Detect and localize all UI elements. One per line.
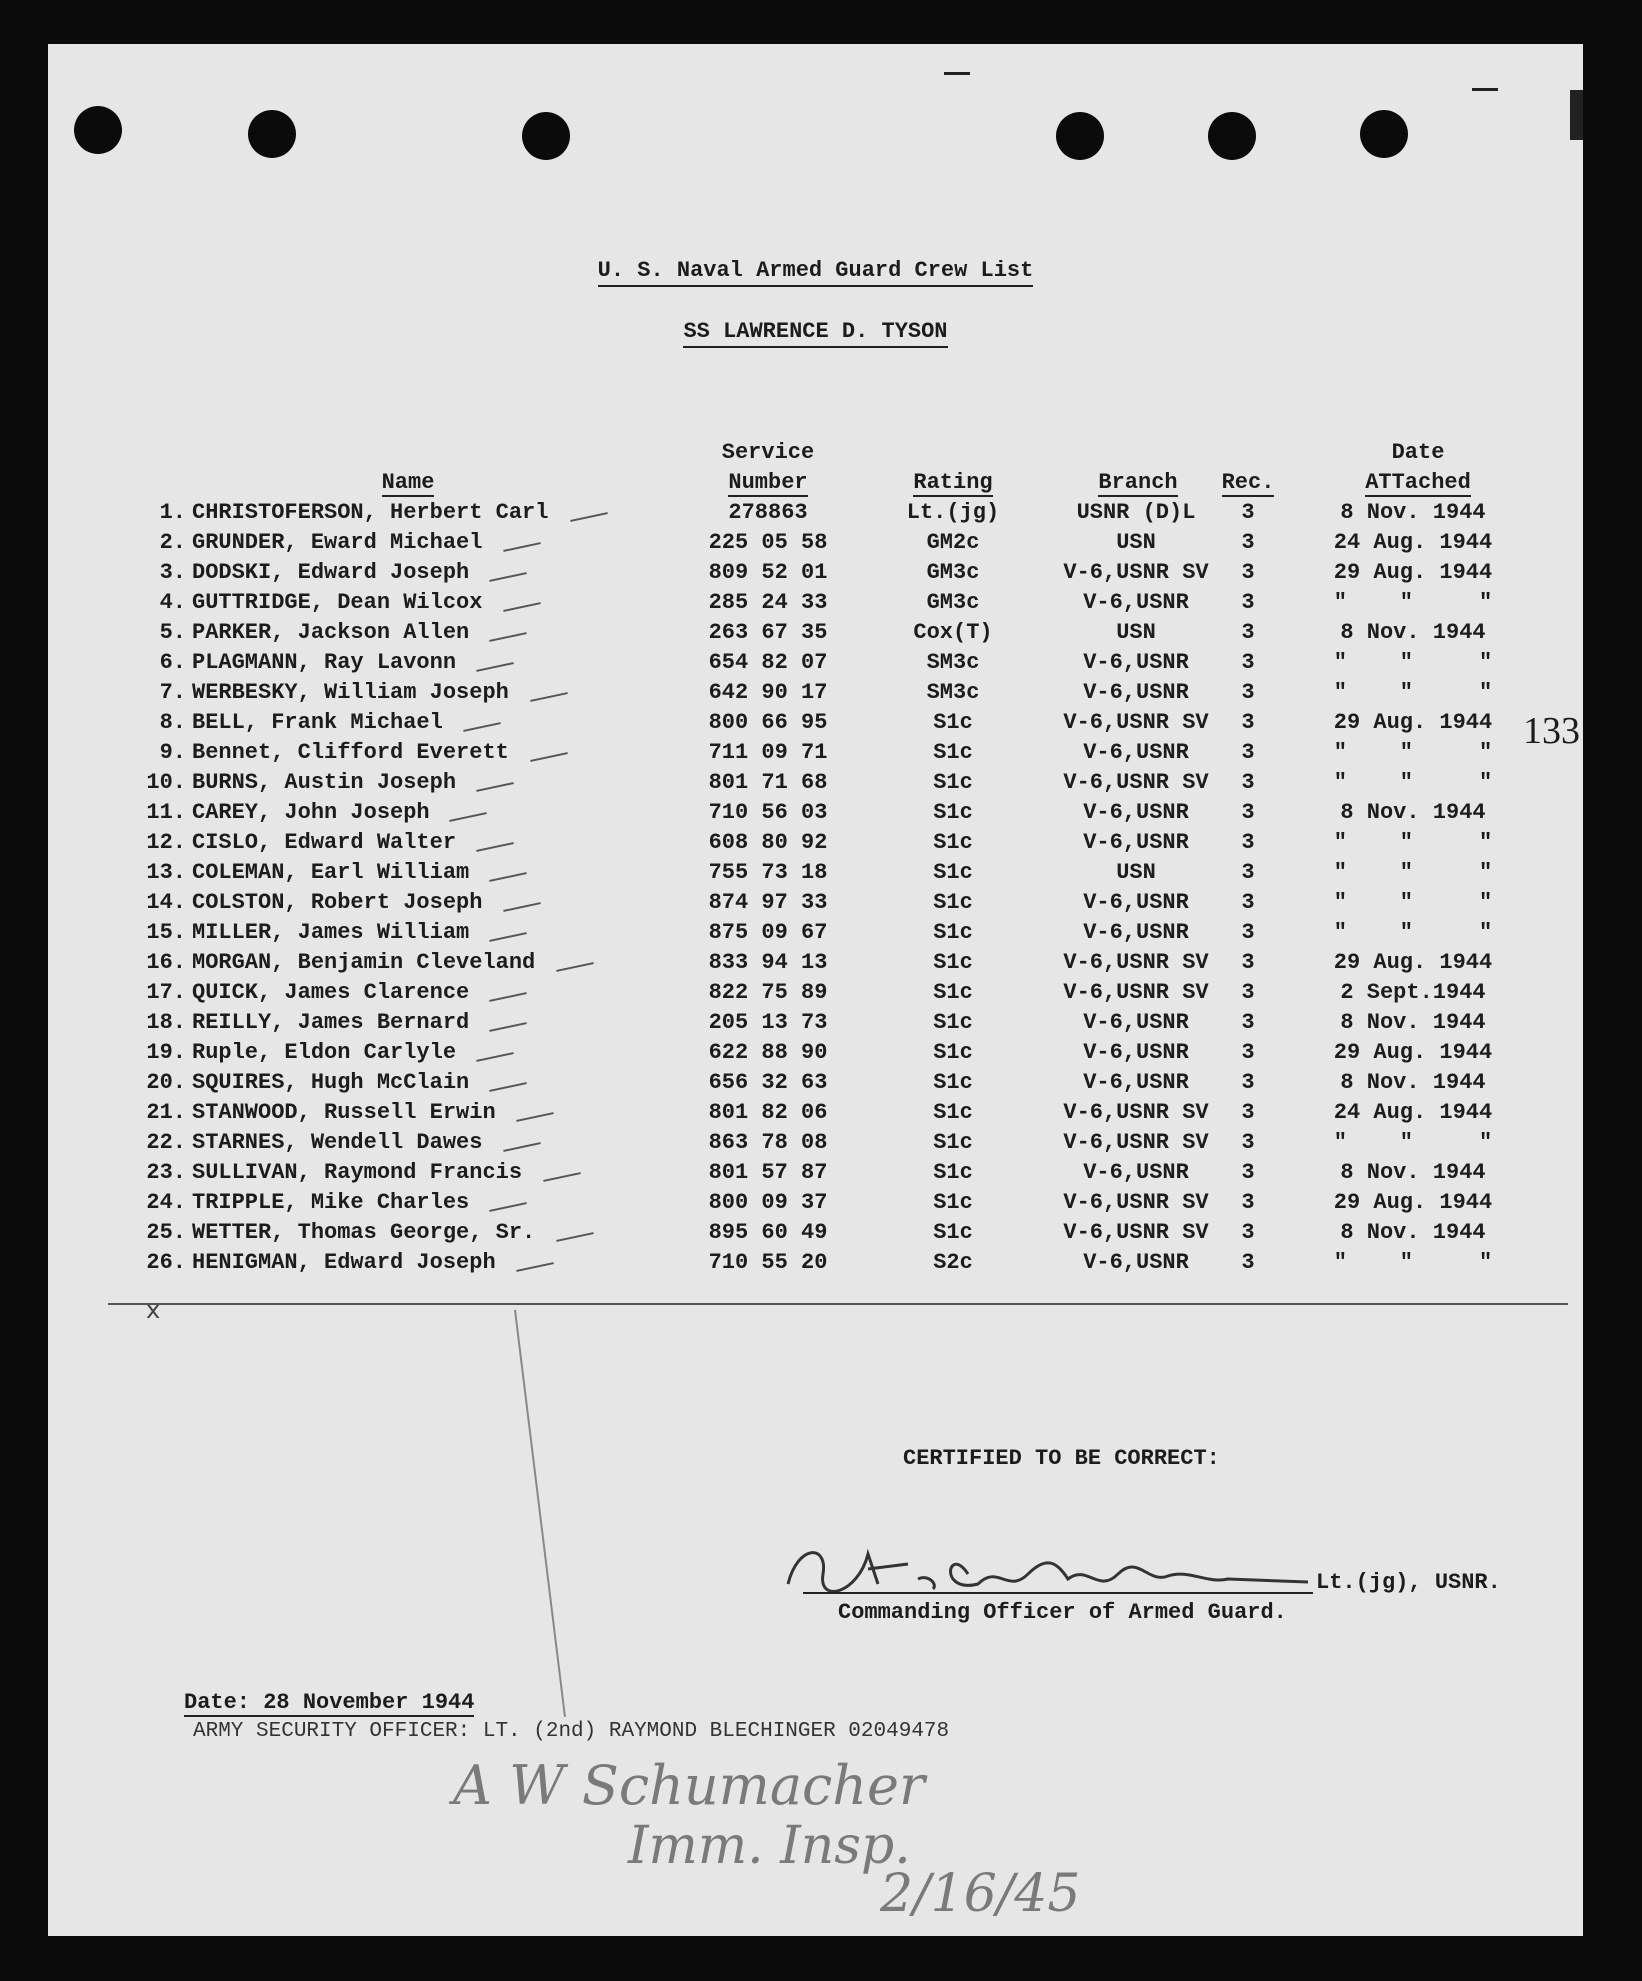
cell-rating: S1c [933,980,973,1005]
table-row [48,948,1583,978]
cell-no: 20. [146,1070,186,1095]
check-tick [516,1262,554,1272]
cell-rec: 3 [1241,1040,1255,1065]
table-row [48,528,1583,558]
cell-branch: V-6,USNR SV [1063,1190,1209,1215]
handwritten-date: 2/16/45 [880,1864,1081,1924]
cell-name: STANWOOD, Russell Erwin [192,1100,496,1125]
cell-name: HENIGMAN, Edward Joseph [192,1250,496,1275]
cell-rating: S2c [933,1250,973,1275]
check-tick [503,542,541,552]
cell-no: 11. [146,800,186,825]
table-row [48,678,1583,708]
cell-no: 18. [146,1010,186,1035]
cell-name: Ruple, Eldon Carlyle [192,1040,457,1065]
cell-name: WERBESKY, William Joseph [192,680,509,705]
cell-branch: V-6,USNR [1083,800,1189,825]
cell-date: 8 Nov. 1944 [1340,620,1486,645]
check-tick [557,1232,595,1242]
cell-date: " " " [1333,680,1493,705]
cell-date: " " " [1333,650,1493,675]
cell-no: 19. [146,1040,186,1065]
cell-date: " " " [1333,740,1493,765]
cell-date: 29 Aug. 1944 [1333,950,1493,975]
cell-rating: S1c [933,710,973,735]
cell-name: COLSTON, Robert Joseph [192,890,483,915]
cell-branch: V-6,USNR [1083,890,1189,915]
table-row [48,978,1583,1008]
cell-branch: V-6,USNR SV [1063,1100,1209,1125]
cell-rating: GM3c [926,590,980,615]
cell-branch: V-6,USNR [1083,680,1189,705]
cell-service: 800 09 37 [708,1190,828,1215]
check-tick [490,992,528,1002]
cell-date: " " " [1333,920,1493,945]
cell-service: 801 57 87 [708,1160,828,1185]
cell-rating: Lt.(jg) [906,500,1000,525]
cell-no: 9. [159,740,186,765]
cell-service: 278863 [728,500,808,525]
check-tick [476,782,514,792]
cell-branch: V-6,USNR [1083,1010,1189,1035]
table-row [48,618,1583,648]
check-tick [490,932,528,942]
handwritten-inspector-name: A W Schumacher [453,1754,925,1817]
cell-rating: S1c [933,1160,973,1185]
cell-rec: 3 [1241,620,1255,645]
cell-no: 25. [146,1220,186,1245]
cell-no: 26. [146,1250,186,1275]
cell-date: 29 Aug. 1944 [1333,560,1493,585]
handwritten-inspector-title: Imm. Insp. [628,1816,911,1876]
cell-rating: S1c [933,1190,973,1215]
cell-service: 711 09 71 [708,740,828,765]
cell-name: MORGAN, Benjamin Cleveland [192,950,536,975]
cell-rating: S1c [933,1220,973,1245]
check-tick [476,842,514,852]
cell-branch: V-6,USNR SV [1063,770,1209,795]
cell-rating: S1c [933,860,973,885]
table-row [48,1158,1583,1188]
cell-date: " " " [1333,1250,1493,1275]
pencil-stroke [514,1310,566,1717]
cell-name: CISLO, Edward Walter [192,830,457,855]
cell-service: 833 94 13 [708,950,828,975]
cell-rating: GM2c [926,530,980,555]
check-tick [476,1052,514,1062]
check-tick [490,1082,528,1092]
cell-rec: 3 [1241,830,1255,855]
table-row [48,798,1583,828]
punch-hole [1360,110,1408,158]
cell-service: 263 67 35 [708,620,828,645]
cell-name: SQUIRES, Hugh McClain [192,1070,470,1095]
cell-branch: USN [1116,530,1156,555]
column-header-rec: Rec. [1221,470,1275,495]
cell-no: 12. [146,830,186,855]
cell-branch: V-6,USNR [1083,1160,1189,1185]
cell-date: " " " [1333,590,1493,615]
cell-service: 710 56 03 [708,800,828,825]
cell-date: " " " [1333,860,1493,885]
cell-name: COLEMAN, Earl William [192,860,470,885]
cell-service: 710 55 20 [708,1250,828,1275]
cell-no: 22. [146,1130,186,1155]
table-row [48,888,1583,918]
check-tick [570,512,608,522]
signer-title: Commanding Officer of Armed Guard. [838,1600,1287,1625]
check-tick [503,902,541,912]
cell-service: 800 66 95 [708,710,828,735]
cell-name: QUICK, James Clarence [192,980,470,1005]
page-number: 133 [1523,710,1580,752]
certification-label: CERTIFIED TO BE CORRECT: [903,1446,1220,1471]
cell-rating: S1c [933,830,973,855]
table-row [48,1218,1583,1248]
document-page [48,44,1583,1936]
table-row [48,648,1583,678]
cell-date: 8 Nov. 1944 [1340,500,1486,525]
cell-service: 622 88 90 [708,1040,828,1065]
cell-name: SULLIVAN, Raymond Francis [192,1160,523,1185]
cell-rec: 3 [1241,650,1255,675]
cell-no: 4. [159,590,186,615]
cell-date: 8 Nov. 1944 [1340,800,1486,825]
cell-date: 8 Nov. 1944 [1340,1070,1486,1095]
document-date: Date: 28 November 1944 [184,1690,475,1715]
cell-service: 654 82 07 [708,650,828,675]
cell-rec: 3 [1241,980,1255,1005]
cell-rating: S1c [933,890,973,915]
cell-branch: V-6,USNR [1083,740,1189,765]
cell-no: 7. [159,680,186,705]
cell-rating: SM3c [926,650,980,675]
check-tick [503,602,541,612]
check-tick [543,1172,581,1182]
cell-branch: V-6,USNR SV [1063,1130,1209,1155]
cell-name: Bennet, Clifford Everett [192,740,509,765]
cell-service: 895 60 49 [708,1220,828,1245]
cell-name: PARKER, Jackson Allen [192,620,470,645]
cell-rec: 3 [1241,590,1255,615]
cell-rec: 3 [1241,1250,1255,1275]
cell-rec: 3 [1241,500,1255,525]
cell-date: 29 Aug. 1944 [1333,1190,1493,1215]
punch-hole [248,110,296,158]
table-row [48,558,1583,588]
table-row [48,918,1583,948]
check-tick [476,662,514,672]
table-row [48,1248,1583,1278]
cell-service: 863 78 08 [708,1130,828,1155]
cell-date: 8 Nov. 1944 [1340,1010,1486,1035]
cell-branch: V-6,USNR [1083,1070,1189,1095]
cell-no: 21. [146,1100,186,1125]
cell-no: 3. [159,560,186,585]
cell-name: TRIPPLE, Mike Charles [192,1190,470,1215]
check-tick [516,1112,554,1122]
cell-rec: 3 [1241,950,1255,975]
cell-name: BURNS, Austin Joseph [192,770,457,795]
cell-service: 809 52 01 [708,560,828,585]
cell-rec: 3 [1241,1070,1255,1095]
cell-service: 755 73 18 [708,860,828,885]
cell-rating: S1c [933,800,973,825]
cell-branch: V-6,USNR [1083,1250,1189,1275]
cell-service: 205 13 73 [708,1010,828,1035]
cell-rating: S1c [933,950,973,975]
punch-hole [74,106,122,154]
cell-name: PLAGMANN, Ray Lavonn [192,650,457,675]
check-tick [490,1022,528,1032]
margin-mark: x [146,1296,161,1324]
cell-service: 875 09 67 [708,920,828,945]
cell-no: 2. [159,530,186,555]
cell-no: 15. [146,920,186,945]
cell-name: WETTER, Thomas George, Sr. [192,1220,536,1245]
check-tick [503,1142,541,1152]
punch-hole [1056,112,1104,160]
cell-date: 29 Aug. 1944 [1333,1040,1493,1065]
check-tick [490,572,528,582]
table-row [48,1128,1583,1158]
cell-branch: V-6,USNR [1083,590,1189,615]
cell-rating: S1c [933,1040,973,1065]
cell-no: 23. [146,1160,186,1185]
cell-rating: GM3c [926,560,980,585]
cell-date: " " " [1333,770,1493,795]
cell-service: 285 24 33 [708,590,828,615]
table-row [48,1188,1583,1218]
table-row [48,1038,1583,1068]
table-row [48,858,1583,888]
table-row [48,1008,1583,1038]
cell-name: DODSKI, Edward Joseph [192,560,470,585]
cell-name: CHRISTOFERSON, Herbert Carl [192,500,549,525]
cell-branch: V-6,USNR SV [1063,980,1209,1005]
cell-name: GUTTRIDGE, Dean Wilcox [192,590,483,615]
cell-branch: V-6,USNR [1083,650,1189,675]
cell-rating: S1c [933,1010,973,1035]
punch-hole [1208,112,1256,160]
scan-speck [1472,88,1498,91]
cell-rec: 3 [1241,1100,1255,1125]
crew-list [48,498,1583,1278]
cell-no: 1. [159,500,186,525]
strike-line [108,1303,1568,1305]
cell-rec: 3 [1241,890,1255,915]
cell-date: 8 Nov. 1944 [1340,1160,1486,1185]
cell-rec: 3 [1241,1010,1255,1035]
column-header-name: Name [381,470,435,495]
check-tick [490,632,528,642]
cell-rating: SM3c [926,680,980,705]
cell-service: 608 80 92 [708,830,828,855]
cell-rec: 3 [1241,1130,1255,1155]
cell-no: 10. [146,770,186,795]
cell-rec: 3 [1241,1160,1255,1185]
cell-rec: 3 [1241,1190,1255,1215]
cell-name: CAREY, John Joseph [192,800,430,825]
table-row [48,768,1583,798]
page-title: U. S. Naval Armed Guard Crew List [48,258,1583,283]
cell-rec: 3 [1241,800,1255,825]
army-security-officer: ARMY SECURITY OFFICER: LT. (2nd) RAYMOND BLECHINGER 02049478 [193,1720,950,1743]
cell-rating: S1c [933,1130,973,1155]
table-row [48,738,1583,768]
cell-service: 656 32 63 [708,1070,828,1095]
cell-no: 13. [146,860,186,885]
cell-name: MILLER, James William [192,920,470,945]
cell-rating: S1c [933,1070,973,1095]
cell-rec: 3 [1241,530,1255,555]
cell-no: 16. [146,950,186,975]
scan-speck [944,72,970,75]
signer-rank: Lt.(jg), USNR. [1316,1570,1501,1595]
column-header-branch: Branch [1098,470,1178,495]
cell-branch: V-6,USNR SV [1063,950,1209,975]
cell-rec: 3 [1241,560,1255,585]
cell-no: 14. [146,890,186,915]
signature-line [803,1592,1313,1594]
cell-service: 801 71 68 [708,770,828,795]
cell-branch: USNR (D)L [1076,500,1196,525]
cell-rating: S1c [933,770,973,795]
table-row [48,1068,1583,1098]
cell-rec: 3 [1241,860,1255,885]
cell-name: REILLY, James Bernard [192,1010,470,1035]
cell-service: 822 75 89 [708,980,828,1005]
cell-branch: USN [1116,620,1156,645]
column-header-rating: Rating [913,470,993,495]
check-tick [490,1202,528,1212]
column-header-date: Date ATTached [1365,440,1471,495]
cell-branch: V-6,USNR SV [1063,560,1209,585]
cell-rec: 3 [1241,770,1255,795]
cell-date: 24 Aug. 1944 [1333,1100,1493,1125]
cell-branch: V-6,USNR SV [1063,1220,1209,1245]
cell-rating: S1c [933,920,973,945]
table-row [48,498,1583,528]
cell-branch: V-6,USNR SV [1063,710,1209,735]
cell-date: " " " [1333,890,1493,915]
cell-date: 24 Aug. 1944 [1333,530,1493,555]
table-row [48,828,1583,858]
cell-date: 8 Nov. 1944 [1340,1220,1486,1245]
cell-branch: USN [1116,860,1156,885]
cell-name: BELL, Frank Michael [192,710,443,735]
cell-branch: V-6,USNR [1083,1040,1189,1065]
cell-rec: 3 [1241,1220,1255,1245]
cell-no: 6. [159,650,186,675]
cell-no: 8. [159,710,186,735]
column-header-service: Service Number [721,440,815,495]
cell-date: 29 Aug. 1944 [1333,710,1493,735]
cell-rating: S1c [933,740,973,765]
check-tick [463,722,501,732]
cell-rec: 3 [1241,680,1255,705]
check-tick [557,962,595,972]
check-tick [490,872,528,882]
ship-name: SS LAWRENCE D. TYSON [48,319,1583,344]
cell-date: " " " [1333,830,1493,855]
cell-date: 2 Sept.1944 [1340,980,1486,1005]
cell-no: 24. [146,1190,186,1215]
check-tick [449,812,487,822]
cell-service: 225 05 58 [708,530,828,555]
cell-no: 5. [159,620,186,645]
cell-name: GRUNDER, Eward Michael [192,530,483,555]
cell-service: 642 90 17 [708,680,828,705]
cell-name: STARNES, Wendell Dawes [192,1130,483,1155]
cell-rating: S1c [933,1100,973,1125]
cell-no: 17. [146,980,186,1005]
cell-branch: V-6,USNR [1083,830,1189,855]
check-tick [530,752,568,762]
scan-speck [1570,90,1583,140]
check-tick [530,692,568,702]
table-row [48,588,1583,618]
cell-rec: 3 [1241,710,1255,735]
cell-rating: Cox(T) [913,620,993,645]
table-row [48,708,1583,738]
cell-rec: 3 [1241,740,1255,765]
punch-hole [522,112,570,160]
cell-service: 801 82 06 [708,1100,828,1125]
table-row [48,1098,1583,1128]
cell-rec: 3 [1241,920,1255,945]
cell-branch: V-6,USNR [1083,920,1189,945]
cell-service: 874 97 33 [708,890,828,915]
cell-date: " " " [1333,1130,1493,1155]
